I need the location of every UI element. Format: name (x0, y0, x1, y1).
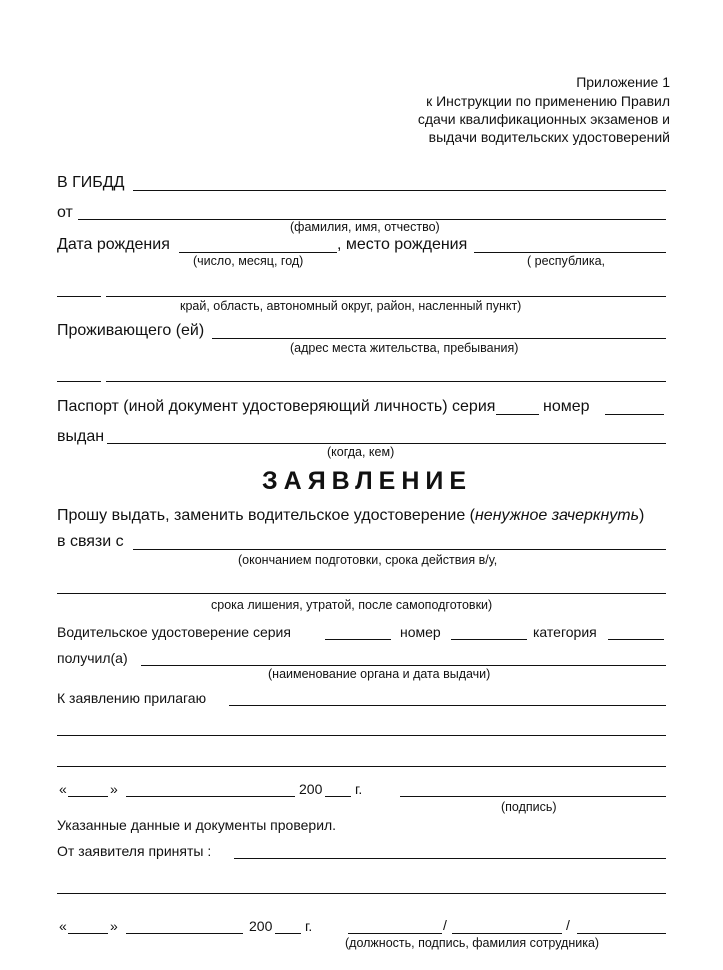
month-field-2[interactable] (126, 933, 243, 934)
due-hint-2: срока лишения, утратой, после самоподготовки) (211, 598, 493, 612)
year-suffix-2: г. (305, 918, 313, 934)
region-field[interactable] (106, 296, 666, 297)
birth-date-field[interactable] (179, 252, 337, 253)
residing-hint: (адрес места жительства, пребывания) (290, 341, 519, 355)
region-hint: край, область, автономный округ, район, насленный пункт) (180, 299, 522, 313)
request-italic-text: ненужное зачеркнуть (475, 507, 640, 524)
gibdd-label: В ГИБДД (57, 174, 125, 191)
signature-field[interactable] (400, 796, 666, 797)
date-close-quote-2: » (110, 918, 118, 934)
passport-label: Паспорт (иной документ удостоверяющий личность) серия (57, 398, 496, 415)
due-hint-1: (окончанием подготовки, срока действия в/у, (238, 553, 498, 567)
address-field[interactable] (106, 381, 666, 382)
document-title: ЗАЯВЛЕНИЕ (262, 467, 473, 495)
header-line-2: к Инструкции по применению Правил (426, 93, 670, 109)
day-field-2[interactable] (68, 933, 108, 934)
birth-place-hint: ( республика, (527, 254, 605, 268)
header-line-3: сдачи квалификационных экзаменов и (417, 111, 670, 127)
day-field-1[interactable] (68, 796, 108, 797)
license-series-field[interactable] (325, 639, 391, 640)
accepted-label: От заявителя приняты : (57, 843, 212, 859)
header-line-4: выдачи водительских удостоверений (428, 129, 670, 145)
officer-signature-field[interactable] (452, 933, 562, 934)
birth-date-hint: (число, месяц, год) (193, 254, 304, 268)
issued-hint: (когда, кем) (327, 445, 395, 459)
residing-label: Проживающего (ей) (57, 322, 205, 339)
gibdd-field[interactable] (133, 190, 666, 191)
birth-date-label: Дата рождения (57, 236, 170, 253)
year-prefix-2: 200 (249, 918, 273, 934)
due-field-continued[interactable] (57, 593, 666, 594)
received-field[interactable] (141, 665, 666, 666)
request-text (57, 507, 644, 525)
accepted-field-2[interactable] (57, 893, 666, 894)
month-field-1[interactable] (126, 796, 295, 797)
received-hint: (наименование органа и дата выдачи) (268, 667, 491, 681)
date-open-quote-2: « (59, 918, 67, 934)
year-suffix-1: г. (355, 781, 363, 797)
license-category-label: категория (533, 624, 597, 640)
year-field-2[interactable] (275, 933, 301, 934)
issued-field[interactable] (107, 443, 666, 444)
date-open-quote-1: « (59, 781, 67, 797)
accepted-field-1[interactable] (234, 858, 666, 859)
received-label: получил(а) (57, 650, 128, 666)
attach-field-2[interactable] (57, 735, 666, 736)
checked-text: Указанные данные и документы проверил. (57, 817, 337, 833)
signature-hint: (подпись) (501, 800, 557, 814)
officer-name-field[interactable] (577, 933, 666, 934)
request-main-text: Прошу выдать, заменить водительское удостоверение ( (57, 507, 475, 524)
region-prefix-field[interactable] (57, 296, 101, 297)
attach-field-1[interactable] (229, 705, 666, 706)
license-number-label: номер (400, 624, 441, 640)
birth-place-field[interactable] (474, 252, 666, 253)
attach-label: К заявлению прилагаю (57, 690, 207, 706)
birth-place-label: , место рождения (337, 236, 468, 253)
passport-number-label: номер (543, 398, 590, 415)
slash-2: / (566, 917, 570, 933)
address-prefix-field[interactable] (57, 381, 101, 382)
due-field[interactable] (133, 549, 666, 550)
license-series-label: Водительское удостоверение серия (57, 624, 291, 640)
from-hint: (фамилия, имя, отчество) (290, 220, 440, 234)
officer-hint: (должность, подпись, фамилия сотрудника) (345, 936, 600, 950)
due-label: в связи с (57, 533, 124, 550)
officer-position-field[interactable] (348, 933, 442, 934)
issued-label: выдан (57, 428, 105, 445)
slash-1: / (443, 917, 447, 933)
header-line-1: Приложение 1 (576, 74, 670, 90)
from-label: от (57, 204, 73, 221)
passport-series-field[interactable] (496, 414, 539, 415)
year-field-1[interactable] (325, 796, 351, 797)
license-number-field[interactable] (451, 639, 527, 640)
request-close-paren: ) (639, 507, 645, 524)
residing-field[interactable] (212, 338, 666, 339)
license-category-field[interactable] (608, 639, 664, 640)
date-close-quote-1: » (110, 781, 118, 797)
year-prefix-1: 200 (299, 781, 323, 797)
passport-number-field[interactable] (605, 414, 664, 415)
attach-field-3[interactable] (57, 766, 666, 767)
